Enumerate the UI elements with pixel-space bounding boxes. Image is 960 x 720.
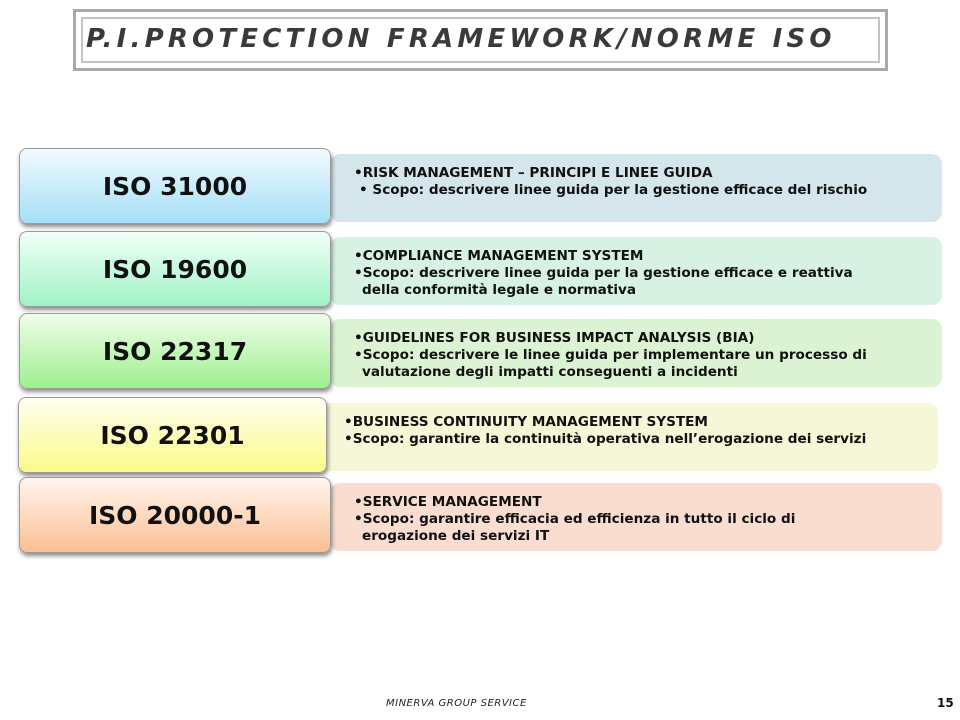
title-banner — [73, 9, 888, 71]
bullet-scope-text: •Scopo: garantire la continuità operativa nell’erogazione dei servizi — [344, 431, 867, 447]
iso-label: ISO 31000 — [102, 171, 248, 201]
bullet-list — [354, 165, 912, 199]
description-panel — [320, 403, 938, 471]
page-title: P.I.PROTECTION FRAMEWORK/NORME ISO — [86, 24, 836, 54]
iso-label-tab — [19, 148, 331, 224]
bullet-scope — [354, 182, 912, 199]
description-panel — [330, 237, 942, 305]
bullet-scope-text: • Scopo: descrivere linee guida per la gestione efficace del rischio — [359, 182, 868, 198]
bullet-title: •BUSINESS CONTINUITY MANAGEMENT SYSTEM — [344, 414, 708, 430]
iso-label: ISO 22301 — [100, 420, 245, 450]
bullet-title: •COMPLIANCE MANAGEMENT SYSTEM — [354, 248, 644, 264]
bullet-list — [354, 494, 912, 545]
bullet-scope-text: •Scopo: garantire efficacia ed efficienza in tutto il ciclo di — [354, 511, 796, 527]
iso-row-22301 — [0, 397, 960, 481]
iso-row-20000-1 — [0, 477, 960, 561]
bullet-title: •SERVICE MANAGEMENT — [354, 494, 542, 510]
iso-label-tab — [19, 231, 331, 307]
slide-footer — [0, 698, 960, 714]
bullet-title: •GUIDELINES FOR BUSINESS IMPACT ANALYSIS (BIA) — [354, 330, 755, 346]
bullet-scope — [354, 265, 912, 299]
page-number: 15 — [937, 696, 954, 710]
description-panel — [330, 483, 942, 551]
bullet-scope — [354, 347, 912, 381]
description-panel — [330, 319, 942, 387]
iso-row-19600 — [0, 231, 960, 315]
bullet-scope-continuation: erogazione dei servizi IT — [362, 528, 550, 544]
iso-label: ISO 22317 — [102, 336, 248, 366]
bullet-list — [354, 330, 912, 381]
iso-label-tab — [18, 397, 327, 473]
bullet-scope — [354, 511, 912, 545]
bullet-scope-continuation: valutazione degli impatti conseguenti a incidenti — [362, 364, 738, 380]
iso-label-tab — [19, 477, 331, 553]
bullet-scope — [344, 431, 908, 448]
iso-row-31000 — [0, 148, 960, 232]
iso-row-22317 — [0, 313, 960, 397]
iso-label-tab — [19, 313, 331, 389]
bullet-title: •RISK MANAGEMENT – PRINCIPI E LINEE GUIDA — [354, 165, 713, 181]
iso-label: ISO 20000-1 — [88, 500, 261, 530]
bullet-scope-continuation: della conformità legale e normativa — [362, 282, 637, 298]
company-name: MINERVA GROUP SERVICE — [386, 698, 527, 709]
bullet-list — [354, 248, 912, 299]
iso-label: ISO 19600 — [102, 254, 248, 284]
description-panel — [330, 154, 942, 222]
bullet-list — [344, 414, 908, 448]
bullet-scope-text: •Scopo: descrivere le linee guida per implementare un processo di — [354, 347, 867, 363]
bullet-scope-text: •Scopo: descrivere linee guida per la gestione efficace e reattiva — [354, 265, 853, 281]
